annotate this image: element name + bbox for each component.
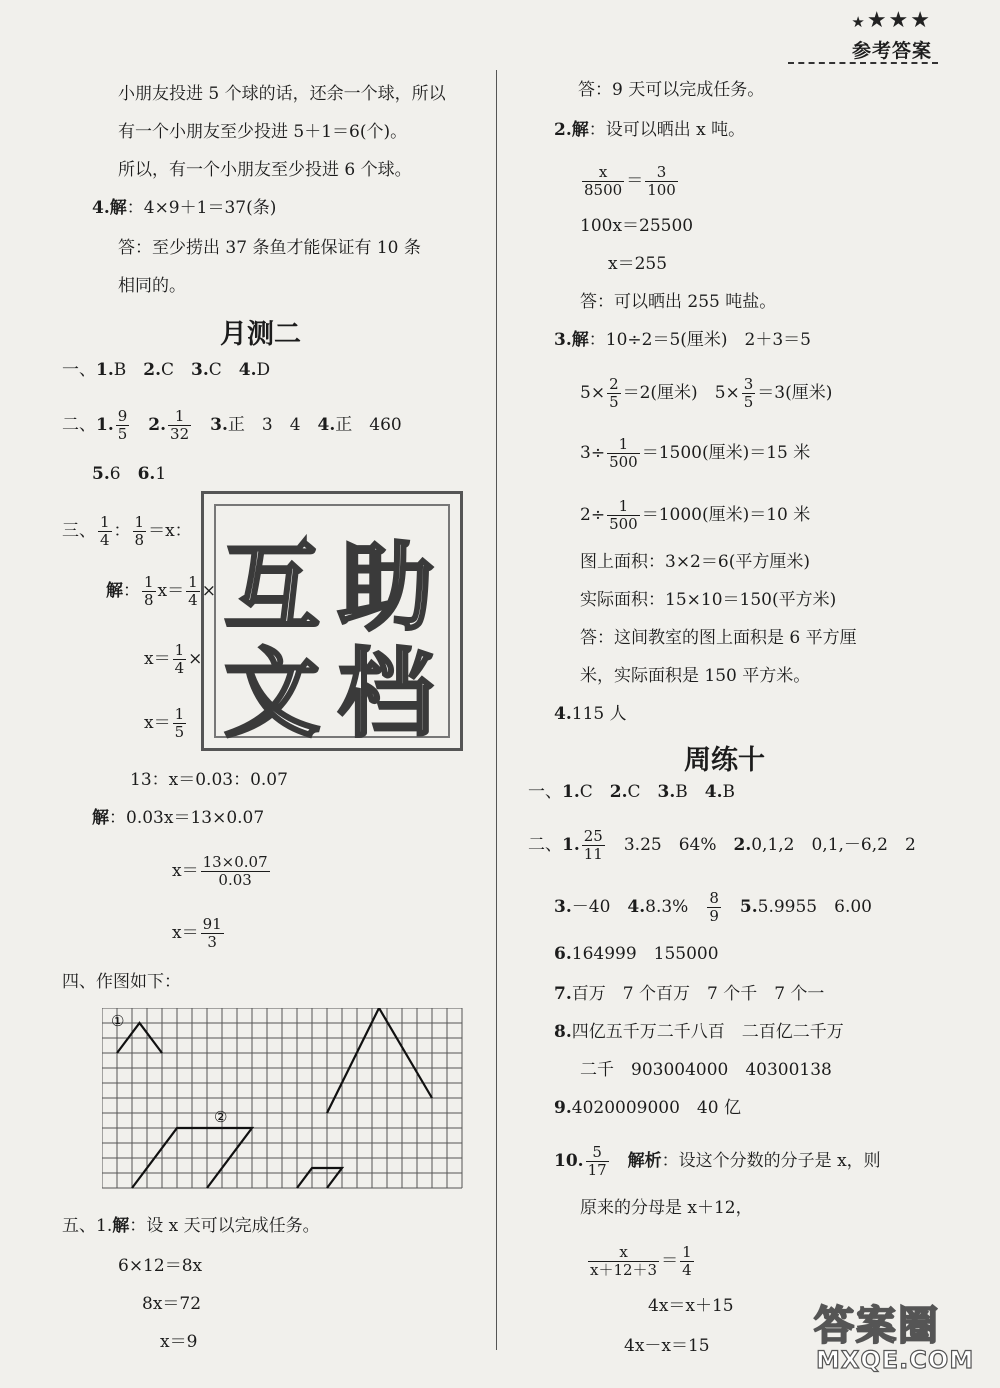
grid-lines — [102, 1008, 462, 1188]
stamp-char: 文 — [224, 638, 320, 750]
watermark-stamp — [201, 491, 463, 751]
item-text: ：4×9＋1＝37(条) — [126, 198, 277, 218]
left-part-5-line-2: 6×12＝8x — [118, 1256, 203, 1276]
right-line-10: 2÷ $\frac{1}{500}$ ＝1000(厘米)＝10 米 — [580, 497, 811, 533]
right-part-2-row-5: 8.四亿五千万二千八百 二百亿二千万 — [554, 1022, 844, 1042]
left-part-4: 四、作图如下： — [62, 972, 181, 992]
fraction: $\frac{1}{8}$ — [134, 513, 145, 549]
left-part-3-step-5: x＝ $\frac{13\times 0.07}{0.03}$ — [172, 853, 268, 889]
left-line-3: 所以，有一个小朋友至少投进 6 个球。 — [118, 160, 412, 180]
fraction: $\frac{91}{3}$ — [202, 915, 222, 951]
right-line-6: 答：可以晒出 255 吨盐。 — [580, 292, 777, 312]
fraction: $\frac{1}{4}$ — [682, 1243, 692, 1279]
fraction: $\frac{8}{9}$ — [709, 889, 719, 925]
stamp-char: 助 — [338, 532, 434, 644]
left-line-2: 有一个小朋友至少投进 5＋1＝6(个)。 — [118, 122, 408, 142]
fraction: $\frac{3}{100}$ — [647, 163, 676, 199]
left-part-5-line-3: 8x＝72 — [142, 1294, 202, 1314]
right-line-14: 米，实际面积是 150 平方米。 — [580, 666, 811, 686]
right-part-2-row-3: 6.164999 155000 — [554, 944, 719, 964]
left-part-3-step-2: x＝ $\frac{1}{4}$ × — [144, 641, 203, 677]
right-part-2-row-11: 4x＝x＋15 — [648, 1296, 734, 1316]
left-part-1: 一、1.B 2.C 3.C 4.D — [62, 360, 271, 380]
right-line-8: 5× $\frac{2}{5}$ ＝2(厘米) 5× $\frac{3}{5}$ ＝3(厘米) — [580, 375, 833, 411]
drawing-grid — [102, 1008, 464, 1204]
watermark-logo-text: 答案圈 — [814, 1303, 940, 1349]
right-part-2-row-10: $\frac{x}{x+12+3}$ ＝ $\frac{1}{4}$ — [590, 1243, 692, 1279]
left-part-3-step-3: x＝ $\frac{1}{5}$ — [144, 705, 185, 741]
fraction: $\frac{1}{4}$ — [188, 573, 198, 609]
right-part-1: 一、1.C 2.C 3.B 4.B — [528, 782, 736, 802]
right-line-3: $\frac{x}{8500}$ ＝ $\frac{3}{100}$ — [584, 163, 676, 199]
header-divider — [788, 62, 938, 64]
right-line-12: 实际面积：15×10＝150(平方米) — [580, 590, 837, 610]
right-line-15: 4.115 人 — [554, 704, 627, 724]
fraction: $\frac{13\times 0.07}{0.03}$ — [202, 853, 268, 889]
fraction: $\frac{x}{x+12+3}$ — [590, 1243, 658, 1279]
fraction: $\frac{9}{5}$ — [117, 407, 128, 443]
left-part-3-step-4: 解：0.03x＝13×0.07 — [92, 808, 265, 828]
left-line-6: 相同的。 — [118, 276, 186, 296]
left-part-2b: 5.6 6.1 — [92, 464, 167, 484]
fraction: $\frac{1}{4}$ — [174, 641, 185, 677]
figure-mark-2: ② — [214, 1108, 228, 1126]
left-part-3-proportion: 13：x＝0.03：0.07 — [130, 770, 288, 790]
right-part-2: 二、1. $\frac{25}{11}$ 3.25 64% 2.0,1,2 0,1,－6,2 2 — [528, 827, 916, 863]
left-part-3-equation: 三、 $\frac{1}{4}$ ： $\frac{1}{8}$ ＝x： — [62, 513, 192, 549]
left-part-2: 二、1. $\frac{9}{5}$ 2. $\frac{1}{32}$ 3.正 3 4 4.正 460 — [62, 407, 402, 443]
left-line-1: 小朋友投进 5 个球的话，还余一个球，所以 — [118, 84, 446, 104]
stamp-char: 档 — [338, 638, 434, 750]
right-line-11: 图上面积：3×2＝6(平方厘米) — [580, 552, 810, 572]
right-part-2-row-7: 9.4020009000 40 亿 — [554, 1098, 741, 1118]
right-line-7: 3.解：10÷2＝5(厘米) 2＋3＝5 — [554, 330, 811, 350]
figure-mark-1: ① — [111, 1012, 125, 1030]
right-part-2-row-6: 二千 903004000 40300138 — [580, 1060, 832, 1080]
fraction: $\frac{2}{5}$ — [609, 375, 619, 411]
fraction: $\frac{1}{8}$ — [144, 573, 154, 609]
fraction: $\frac{25}{11}$ — [583, 827, 603, 863]
section-title-monthly-test-2: 月测二 — [220, 319, 301, 350]
stamp-char: 互 — [224, 532, 320, 644]
header-label: 参考答案 — [851, 40, 932, 62]
right-line-5: x＝255 — [608, 254, 668, 274]
site-watermark — [806, 1294, 986, 1382]
left-line-5: 答：至少捞出 37 条鱼才能保证有 10 条 — [118, 238, 421, 258]
right-part-2-row-2: 3.－40 4.8.3% $\frac{8}{9}$ 5.5.9955 6.00 — [554, 889, 872, 925]
fraction: $\frac{1}{5}$ — [174, 705, 185, 741]
right-line-2: 2.解：设可以晒出 x 吨。 — [554, 120, 746, 140]
right-line-13: 答：这间教室的图上面积是 6 平方厘 — [580, 628, 857, 648]
fraction: $\frac{1}{32}$ — [170, 407, 190, 443]
right-line-9: 3÷ $\frac{1}{500}$ ＝1500(厘米)＝15 米 — [580, 435, 811, 471]
item-number: 4. — [92, 198, 110, 218]
left-part-3-step-1: 解： $\frac{1}{8}$ x＝ $\frac{1}{4}$ × — [106, 573, 216, 609]
right-part-2-row-4: 7.百万 7 个百万 7 个千 7 个一 — [554, 984, 825, 1004]
right-line-4: 100x＝25500 — [580, 216, 694, 236]
fraction: $\frac{1}{500}$ — [609, 435, 638, 471]
fraction: $\frac{1}{500}$ — [609, 497, 638, 533]
right-part-2-row-8: 10. $\frac{5}{17}$ 解析：设这个分数的分子是 x，则 — [554, 1143, 881, 1179]
small-parallelogram — [297, 1168, 342, 1188]
left-line-4 — [92, 196, 276, 220]
answer-header — [788, 6, 938, 66]
left-part-3-step-6: x＝ $\frac{91}{3}$ — [172, 915, 222, 951]
fraction: $\frac{5}{17}$ — [587, 1143, 607, 1179]
section-title-weekly-practice-10: 周练十 — [684, 745, 765, 776]
solution-label: 解 — [109, 198, 127, 218]
fraction: $\frac{x}{8500}$ — [584, 163, 623, 199]
large-triangle — [327, 1008, 432, 1113]
left-part-5-line-4: x＝9 — [160, 1332, 198, 1352]
watermark-url: MXQE.COM — [816, 1346, 975, 1374]
right-part-2-row-12: 4x－x＝15 — [624, 1336, 710, 1356]
right-part-2-row-9: 原来的分母是 x＋12， — [580, 1198, 753, 1218]
fraction: $\frac{1}{4}$ — [100, 513, 110, 549]
left-part-5-line-1: 五、1.解：设 x 天可以完成任务。 — [62, 1216, 320, 1236]
right-line-1: 答：9 天可以完成任务。 — [578, 80, 765, 100]
fraction: $\frac{3}{5}$ — [743, 375, 754, 411]
column-divider — [496, 70, 497, 1350]
star-icon: ★★★★ — [851, 8, 932, 33]
